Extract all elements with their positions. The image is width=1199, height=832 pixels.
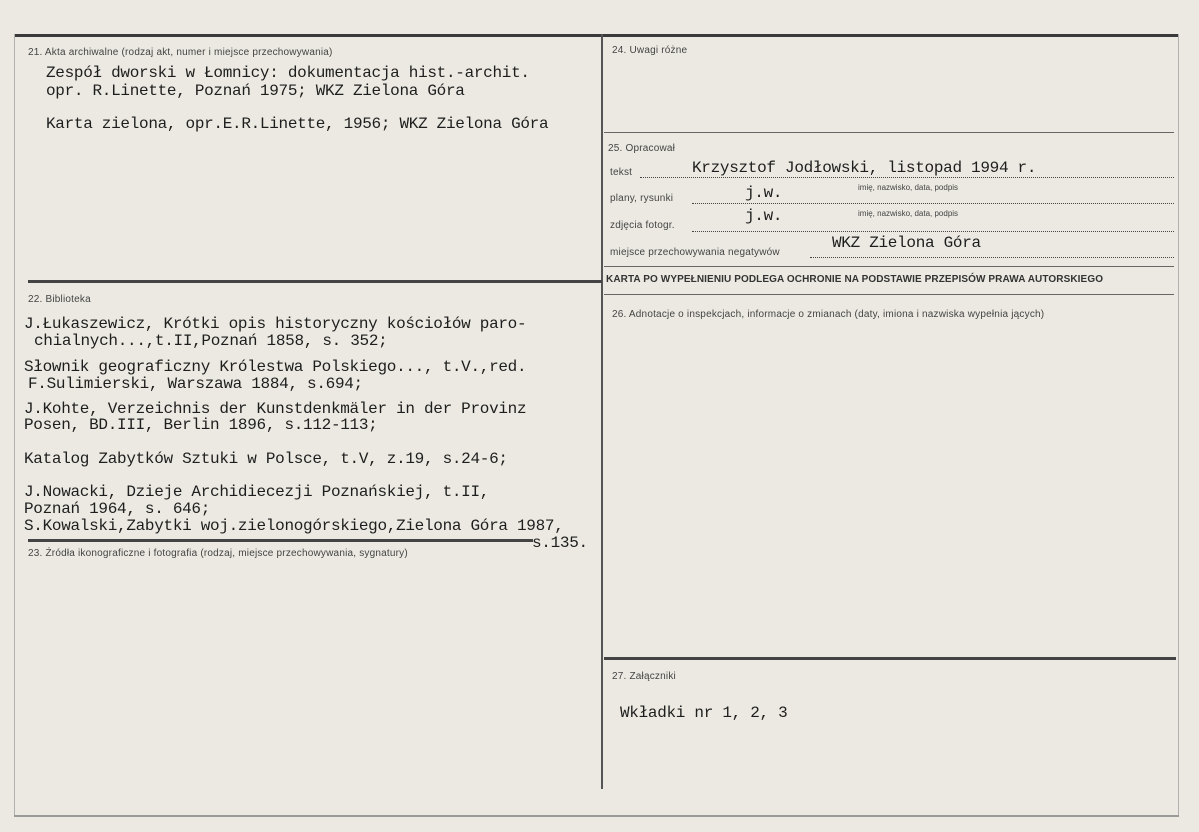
s22-line-3: Słownik geograficzny Królestwa Polskiego..., t.V.,red. [24,358,527,376]
s21-line-2: opr. R.Linette, Poznań 1975; WKZ Zielona Góra [46,82,465,100]
s22-title: 22. Biblioteka [28,294,91,305]
s25-plany-hint: imię, nazwisko, data, podpis [858,183,959,192]
divider-24-25 [604,132,1174,133]
s25-tekst-label: tekst [610,167,633,178]
s22-line-5: J.Kohte, Verzeichnis der Kunstdenkmäler in der Provinz [24,400,527,418]
s25-zdjecia-hint: imię, nazwisko, data, podpis [858,209,959,218]
s21-line-1: Zespół dworski w Łomnicy: dokumentacja hist.-archit. [46,64,530,82]
divider-21-22 [28,280,602,283]
s26-title: 26. Adnotacje o inspekcjach, informacje o zmianach (daty, imiona i nazwiska wypełnia jących) [612,309,1045,320]
divider-26-27 [604,657,1176,660]
s21-line-3: Karta zielona, opr.E.R.Linette, 1956; WKZ Zielona Góra [46,115,549,133]
s25-plany-line [692,203,1174,204]
s25-title: 25. Opracował [608,143,676,154]
s22-line-2: chialnych...,t.II,Poznań 1858, s. 352; [34,332,388,350]
s23-title: 23. Źródła ikonograficzne i fotografia (rodzaj, miejsce przechowywania, sygnatury) [28,548,408,559]
divider-25-notice [604,266,1174,267]
s25-plany-value: j.w. [745,184,783,202]
s22-line-6: Posen, BD.III, Berlin 1896, s.112-113; [24,416,378,434]
s22-line-9: Poznań 1964, s. 646; [24,500,211,518]
s25-zdjecia-value: j.w. [745,207,783,225]
s25-zdjecia-line [692,231,1174,232]
column-divider [601,34,603,789]
bottom-border [14,815,1179,817]
s25-miejsce-label: miejsce przechowywania negatywów [610,247,780,258]
s25-miejsce-value: WKZ Zielona Góra [832,234,981,252]
s25-miejsce-line [810,257,1174,258]
s22-line-7: Katalog Zabytków Sztuki w Polsce, t.V, z.19, s.24-6; [24,450,508,468]
s24-title: 24. Uwagi różne [612,45,688,56]
divider-22-23 [28,539,533,542]
s21-title: 21. Akta archiwalne (rodzaj akt, numer i miejsce przechowywania) [28,47,333,58]
s27-title: 27. Załączniki [612,671,676,682]
s22-line-10: S.Kowalski,Zabytki woj.zielonogórskiego,Zielona Góra 1987, [24,517,564,535]
copyright-notice: KARTA PO WYPEŁNIENIU PODLEGA OCHRONIE NA PODSTAWIE PRZEPISÓW PRAWA AUTORSKIEGO [606,274,1104,285]
s25-plany-label: plany, rysunki [610,193,674,204]
left-border [14,34,15,816]
divider-notice-26 [604,294,1174,295]
s27-value: Wkładki nr 1, 2, 3 [620,704,788,722]
s25-tekst-value: Krzysztof Jodłowski, listopad 1994 r. [692,159,1037,177]
s25-zdjecia-label: zdjęcia fotogr. [610,220,675,231]
top-border [14,34,1179,37]
s25-tekst-line [640,177,1174,178]
s22-line-11: s.135. [532,534,588,552]
right-border [1178,34,1179,816]
s22-line-1: J.Łukaszewicz, Krótki opis historyczny kościołów paro- [24,315,527,333]
s22-line-8: J.Nowacki, Dzieje Archidiecezji Poznańskiej, t.II, [24,483,490,501]
s22-line-4: F.Sulimierski, Warszawa 1884, s.694; [28,375,363,393]
